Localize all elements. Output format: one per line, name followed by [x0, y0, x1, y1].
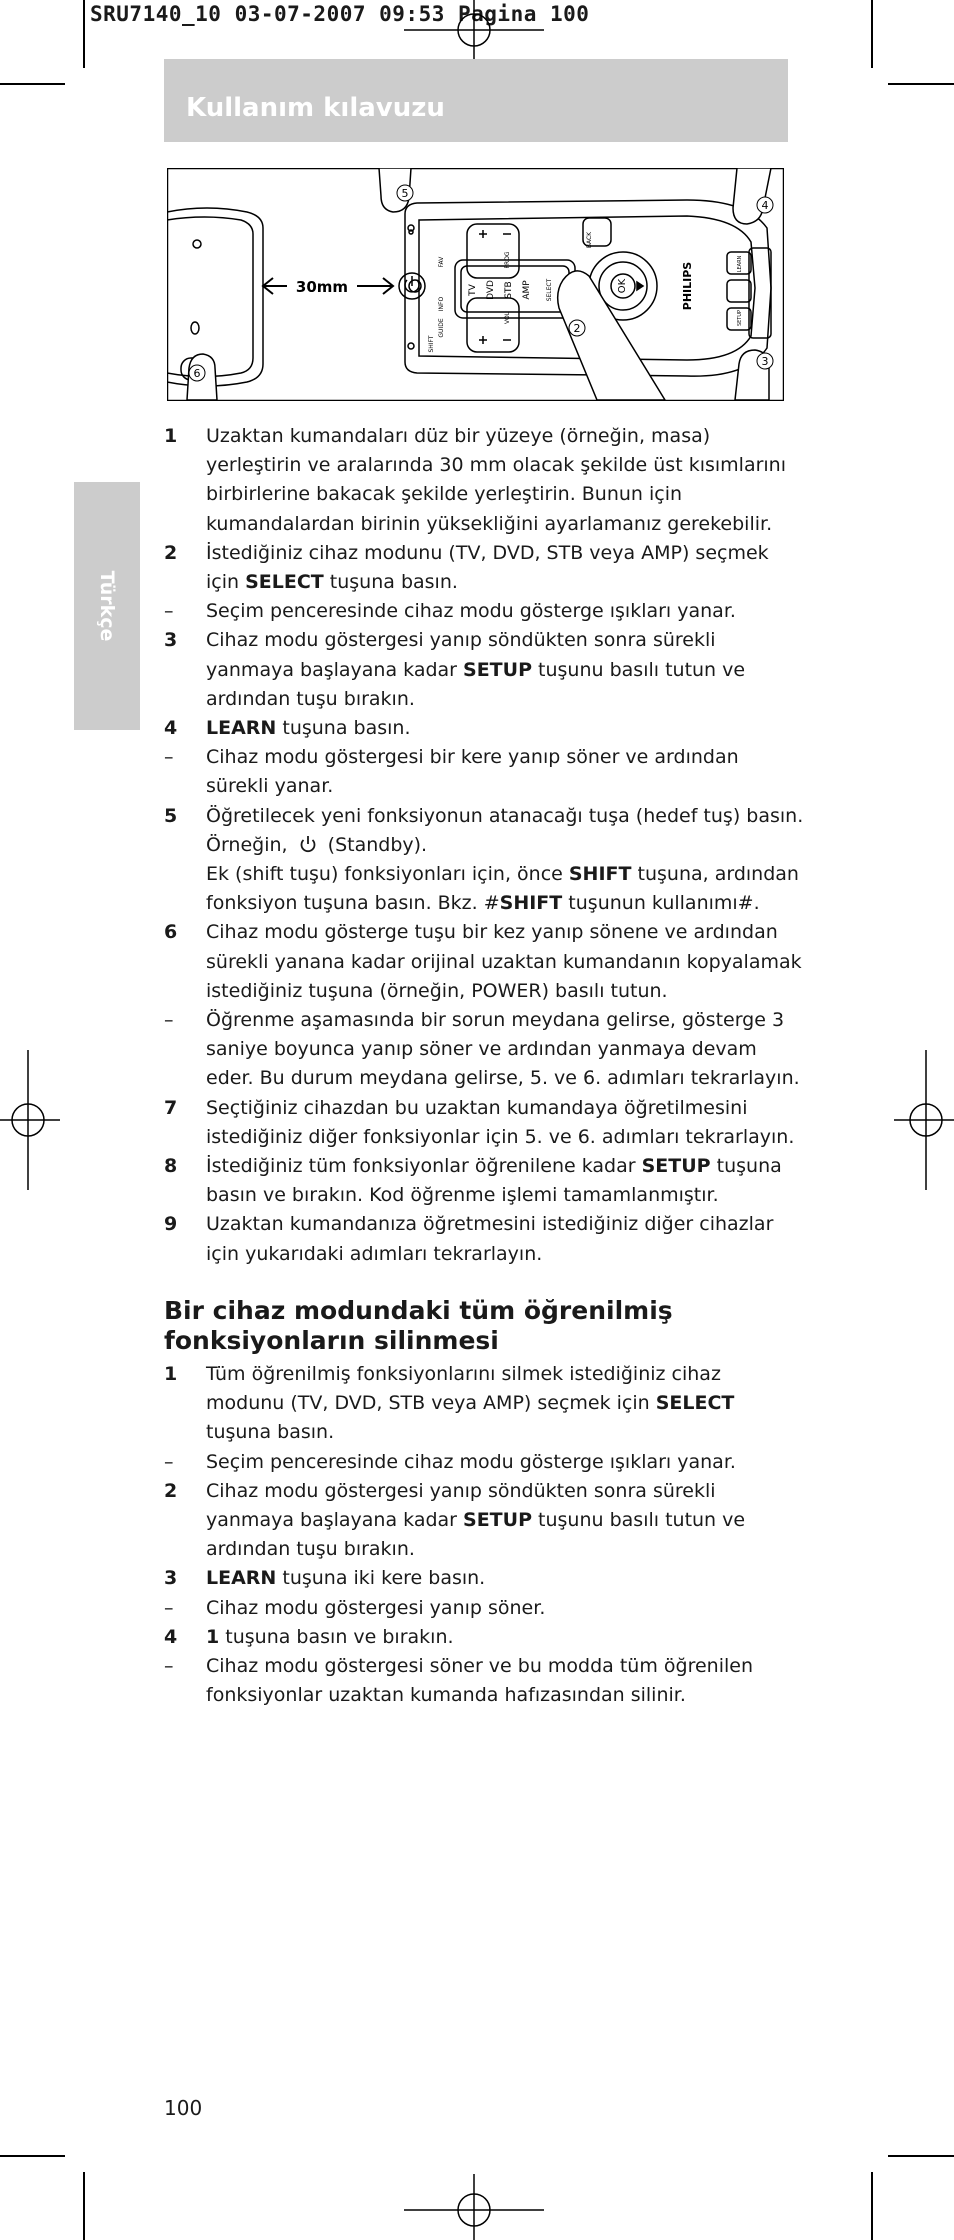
step-result [164, 743, 804, 801]
step-text: LEARN tuşuna iki kere basın. [206, 1567, 486, 1590]
result-dash: – [164, 600, 174, 623]
distance-label: 30mm [295, 278, 349, 296]
section-header-bar [164, 59, 788, 142]
step-text: Cihaz modu göstergesi yanıp söndükten sonra sürekli yanmaya başlayana kadar SETUP tuşunu basılı tutun ve ardından tuşu bırakın. [206, 1479, 746, 1561]
step-text: Cihaz modu göstergesi bir kere yanıp söner ve ardından sürekli yanar. [206, 746, 739, 798]
key-name: SELECT [245, 571, 324, 594]
select-label: SELECT [546, 278, 553, 302]
callout-4: 4 [761, 199, 769, 212]
learn-label: LEARN [737, 255, 743, 273]
step-1 [164, 422, 804, 539]
crop-mark [888, 83, 954, 85]
registration-mark-top [404, 0, 544, 66]
step-4 [164, 1623, 804, 1652]
step-7 [164, 1094, 804, 1152]
step-text: Uzaktan kumandanıza öğretmesini istediğiniz diğer cihazlar için yukarıdaki adımları tekrarlayın. [206, 1213, 774, 1265]
callout-5: 5 [401, 187, 409, 200]
crop-mark [0, 2155, 65, 2157]
result-dash: – [164, 1009, 174, 1032]
step-text: Uzaktan kumandaları düz bir yüzeye (örneğin, masa) yerleştirin ve aralarında 30 mm olacak şekilde üst kısımlarını birbirlerine bakacak şekilde yerleştirin. Bunun için kumandalardan birinin yüksekliğini ayarlamanız gerekebilir. [206, 425, 787, 535]
step-result [164, 597, 804, 626]
result-dash: – [164, 1655, 174, 1678]
dvd-label: DVD [486, 280, 496, 300]
step-text: 1 tuşuna basın ve bırakın. [206, 1625, 454, 1648]
key-name: SETUP [463, 658, 532, 681]
step-1 [164, 1360, 804, 1448]
key-name: SETUP [463, 1509, 532, 1532]
key-name: SHIFT [499, 892, 563, 915]
key-name: LEARN [206, 1567, 277, 1590]
step-number: 1 [164, 425, 178, 447]
registration-mark-bottom [404, 2174, 544, 2240]
ok-label: OK [617, 278, 628, 294]
step-5 [164, 802, 804, 919]
registration-mark-left [0, 1050, 60, 1190]
crop-mark [871, 2172, 873, 2240]
step-number: 1 [164, 1363, 178, 1385]
tv-label: TV [468, 284, 478, 296]
amp-label: AMP [522, 280, 532, 300]
step-number: 2 [164, 1479, 178, 1502]
step-text: Cihaz modu gösterge tuşu bir kez yanıp sönene ve ardından sürekli yanana kadar orijinal uzaktan kumandanın kopyalamak istediğiniz tuşuna (örneğin, POWER) basılı tutun. [206, 921, 802, 1002]
result-dash: – [164, 1450, 174, 1473]
step-text: Tüm öğrenilmiş fonksiyonlarını silmek istediğiniz cihaz modunu (TV, DVD, STB veya AMP) seçmek için SELECT tuşuna basın. [206, 1363, 735, 1444]
step-text: Öğrenme aşamasında bir sorun meydana gelirse, gösterge 3 saniye boyunca yanıp söner ve ardından yanmaya devam eder. Bu durum meydana gelirse, 5. ve 6. adımları tekrarlayın. [206, 1009, 800, 1090]
step-2 [164, 1477, 804, 1565]
step-9 [164, 1210, 804, 1268]
step-3 [164, 1564, 804, 1593]
crop-mark [888, 2155, 954, 2157]
shift-label: SHIFT [428, 335, 435, 353]
step-text: Seçim penceresinde cihaz modu gösterge ışıkları yanar. [206, 1450, 736, 1473]
key-name: SELECT [655, 1392, 735, 1415]
back-label: BACK [586, 231, 593, 249]
setup-label: SETUP [737, 309, 743, 327]
step-8 [164, 1152, 804, 1210]
callout-6: 6 [193, 367, 201, 380]
step-result [164, 1006, 804, 1094]
section-title: Kullanım kılavuzu [186, 93, 445, 123]
step-4 [164, 714, 804, 743]
step-number: 4 [164, 717, 178, 740]
step-text: Cihaz modu göstergesi yanıp söner. [206, 1596, 546, 1619]
step-text: Seçtiğiniz cihazdan bu uzaktan kumandaya öğretilmesini istediğiniz diğer fonksiyonlar için 5. ve 6. adımları tekrarlayın. [206, 1096, 795, 1148]
step-number: 5 [164, 804, 178, 827]
step-number: 3 [164, 629, 178, 652]
language-label: Türkçe [96, 570, 118, 642]
callout-2: 2 [573, 322, 581, 335]
fav-label: FAV [438, 256, 445, 268]
step-text: Seçim penceresinde cihaz modu gösterge ışıkları yanar. [206, 600, 736, 623]
vol-label: VOL [504, 311, 511, 325]
standby-icon [298, 834, 318, 854]
step-2 [164, 539, 804, 597]
step-text: Cihaz modu göstergesi yanıp söndükten sonra sürekli yanmaya başlayana kadar SETUP tuşunu basılı tutun ve ardından tuşu bırakın. [206, 629, 746, 710]
step-result [164, 1448, 804, 1477]
info-label: INFO [438, 296, 445, 312]
step-number: 2 [164, 541, 178, 564]
key-name: SHIFT [568, 863, 632, 886]
step-3 [164, 626, 804, 714]
remote-learning-illustration [167, 168, 784, 401]
key-name: 1 [206, 1625, 220, 1648]
guide-label: GUIDE [438, 318, 445, 338]
step-result [164, 1652, 804, 1710]
delete-steps [164, 1360, 804, 1710]
prog-label: PROG [504, 251, 511, 269]
crop-mark [83, 0, 85, 68]
step-number: 4 [164, 1625, 178, 1648]
print-slug: SRU7140_10 03-07-2007 09:53 Pagina 100 [90, 2, 590, 26]
step-text: İstediğiniz tüm fonksiyonlar öğrenilene kadar SETUP tuşuna basın ve bırakın. Kod öğrenme işlemi tamamlanmıştır. [206, 1155, 782, 1207]
step-number: 9 [164, 1213, 178, 1236]
learning-steps [164, 422, 804, 1269]
result-dash: – [164, 746, 174, 769]
step-number: 3 [164, 1567, 178, 1590]
crop-mark [871, 0, 873, 68]
result-dash: – [164, 1596, 174, 1619]
step-number: 8 [164, 1155, 178, 1178]
registration-mark-right [894, 1050, 954, 1190]
page-number: 100 [164, 2096, 203, 2120]
key-name: LEARN [206, 717, 277, 740]
crop-mark [83, 2172, 85, 2240]
step-text: İstediğiniz cihaz modunu (TV, DVD, STB veya AMP) seçmek için SELECT tuşuna basın. [206, 541, 769, 594]
step-result [164, 1594, 804, 1623]
step-text: LEARN tuşuna basın. [206, 717, 411, 740]
step-text: Cihaz modu göstergesi söner ve bu modda tüm öğrenilen fonksiyonlar uzaktan kumanda hafızasından silinir. [206, 1655, 753, 1707]
brand-label: PHILIPS [681, 261, 694, 311]
step-number: 7 [164, 1096, 178, 1119]
callout-3: 3 [761, 355, 769, 368]
step-text: Öğretilecek yeni fonksiyonun atanacağı tuşa (hedef tuş) basın. Örneğin, (Standby). Ek (shift tuşu) fonksiyonları için, önce SHIFT tuşuna, ardından fonksiyon tuşuna basın. Bkz. #SHIFT tuşunun kullanımı#. [206, 804, 804, 915]
section-heading: Bir cihaz modundaki tüm öğrenilmiş fonksiyonların silinmesi [164, 1296, 673, 1355]
stb-label: STB [504, 281, 514, 299]
key-name: SETUP [641, 1155, 711, 1178]
crop-mark [0, 83, 65, 85]
step-6 [164, 918, 804, 1006]
language-tab [74, 482, 140, 730]
step-number: 6 [164, 921, 178, 944]
